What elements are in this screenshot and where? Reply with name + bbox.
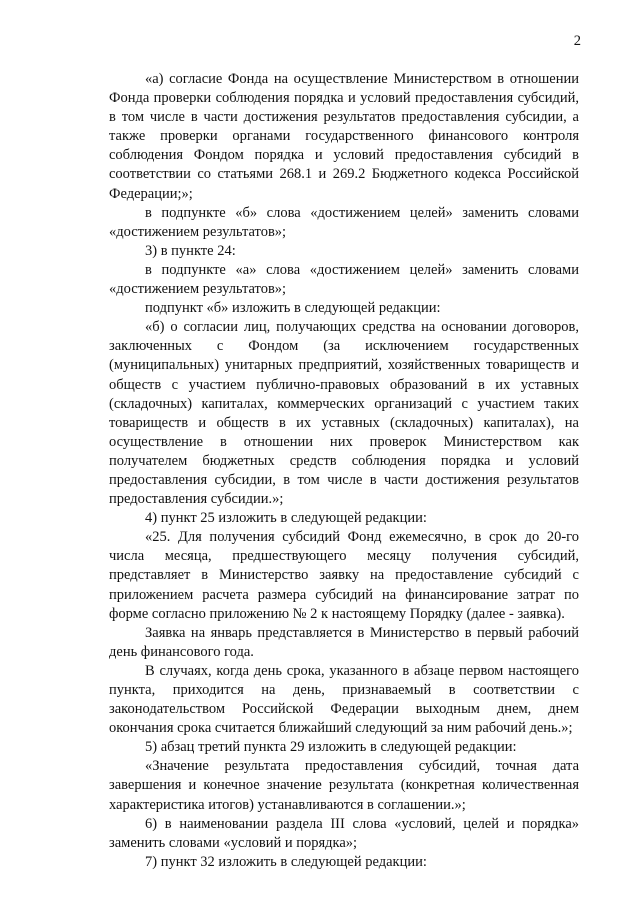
paragraph-6: «б) о согласии лиц, получающих средства на основании договоров, заключенных с Фондом (за исключением государственных (муниципальных) унитарных предприятий, хозяйственных товариществ и обществ с участием публично-правовых образований в их уставных (складочных) капиталах, коммерческих организаций с участием таких товариществ и обществ в их уставных (складочных) капиталах), на осуществление в отношении них проверок Министерством как получателем бюджетных средств соблюдения порядка и условий предоставления субсидии, в том числе в части достижения результатов предоставления субсидии.»;: [109, 319, 579, 508]
paragraph-1: «а) согласие Фонда на осуществление Министерством в отношении Фонда проверки соблюдения порядка и условий предоставления субсидий, в том числе в части достижения результатов предоставления субсидии, а также проверки органами государственного финансового контроля соблюдения Фондом порядка и условий предоставления субсидий в соответствии со статьями 268.1 и 269.2 Бюджетного кодекса Российской Федерации;»;: [109, 71, 579, 202]
paragraph-5: подпункт «б» изложить в следующей редакции:: [145, 300, 441, 317]
paragraph-7: 4) пункт 25 изложить в следующей редакции:: [145, 510, 427, 527]
document-body: [109, 70, 579, 872]
paragraph-4: в подпункте «а» слова «достижением целей» заменить словами «достижением результатов»;: [109, 261, 579, 298]
paragraph-2: в подпункте «б» слова «достижением целей» заменить словами «достижением результатов»;: [109, 204, 579, 240]
paragraph-11: 5) абзац третий пункта 29 изложить в следующей редакции:: [145, 739, 517, 756]
paragraph-10: В случаях, когда день срока, указанного в абзаце первом настоящего пункта, приходится на день, признаваемый в соответствии с законодательством Российской Федерации выходным днем, днем окончания срока считается ближайший следующий за ним рабочий день.»;: [109, 662, 579, 737]
page-number: 2: [573, 33, 581, 49]
paragraph-9: Заявка на январь представляется в Министерство в первый рабочий день финансового года.: [109, 624, 579, 660]
paragraph-14: 7) пункт 32 изложить в следующей редакции:: [145, 853, 427, 870]
paragraph-12: «Значение результата предоставления субсидий, точная дата завершения и конечное значение результата (конкретная количественная характеристика итогов) устанавливаются в соглашении.»;: [109, 758, 579, 813]
paragraph-3: 3) в пункте 24:: [145, 242, 236, 259]
paragraph-8: «25. Для получения субсидий Фонд ежемесячно, в срок до 20-го числа месяца, предшествующего месяцу получения субсидий, представляет в Министерство заявку на предоставление субсидий с приложением расчета размера субсидий на финансирование затрат по форме согласно приложению № 2 к настоящему Порядку (далее - заявка).: [109, 529, 579, 622]
paragraph-13: 6) в наименовании раздела III слова «условий, целей и порядка» заменить словами «условий и порядка»;: [109, 815, 579, 851]
